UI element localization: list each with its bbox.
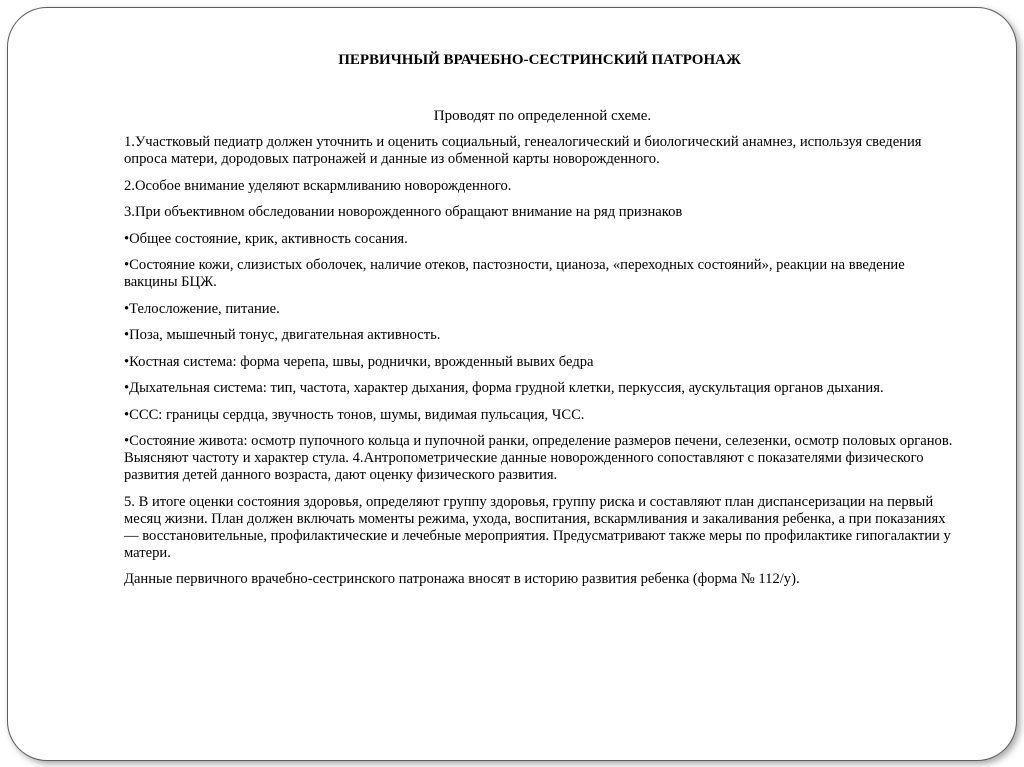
document-body — [124, 134, 960, 598]
paragraph: 1.Участковый педиатр должен уточнить и оценить социальный, генеалогический и биологический анамнез, используя сведения опроса матери, дородовых патронажей и данные из обменной карты новорожденного. — [124, 134, 922, 167]
page-subtitle: Проводят по определенной схеме. — [433, 108, 652, 124]
paragraph: •Поза, мышечный тонус, двигательная активность. — [124, 327, 441, 343]
paragraph: 2.Особое внимание уделяют вскармливанию новорожденного. — [124, 177, 512, 194]
paragraph: 3.При объективном обследовании новорожденного обращают внимание на ряд признаков — [124, 204, 683, 220]
paragraph: •Костная система: форма черепа, швы, роднички, врожденный вывих бедра — [124, 353, 594, 370]
page-title: ПЕРВИЧНЫЙ ВРАЧЕБНО-СЕСТРИНСКИЙ ПАТРОНАЖ — [338, 52, 741, 68]
paragraph: Данные первичного врачебно-сестринского патронажа вносят в историю развития ребенка (форма № 112/у). — [124, 571, 800, 587]
paragraph: •ССС: границы сердца, звучность тонов, шумы, видимая пульсация, ЧСС. — [124, 406, 585, 423]
paragraph: •Состояние живота: осмотр пупочного кольца и пупочной ранки, определение размеров печени, селезенки, осмотр половых органов. Выясняют частоту и характер стула. 4.Антропометрические данные новорожденного сопоставляют с показателями физического развития детей данного возраста, дают оценку физического развития. — [124, 433, 953, 483]
paragraph: 5. В итоге оценки состояния здоровья, определяют группу здоровья, группу риска и составляют план диспансеризации на первый месяц жизни. План должен включать моменты режима, ухода, воспитания, вскармливания и закаливания ребенка, а при показаниях — восстановительные, профилактические и лечебные мероприятия. Предусматривают также меры по профилактике гипогалактии у матери. — [124, 493, 951, 561]
paragraph: •Состояние кожи, слизистых оболочек, наличие отеков, пастозности, цианоза, «переходных состояний», реакции на введение вакцины БЦЖ. — [124, 257, 905, 290]
paragraph: •Телосложение, питание. — [124, 300, 280, 317]
paragraph: •Общее состояние, крик, активность сосания. — [124, 230, 408, 247]
paragraph: •Дыхательная система: тип, частота, характер дыхания, форма грудной клетки, перкуссия, аускультация органов дыхания. — [124, 380, 884, 396]
